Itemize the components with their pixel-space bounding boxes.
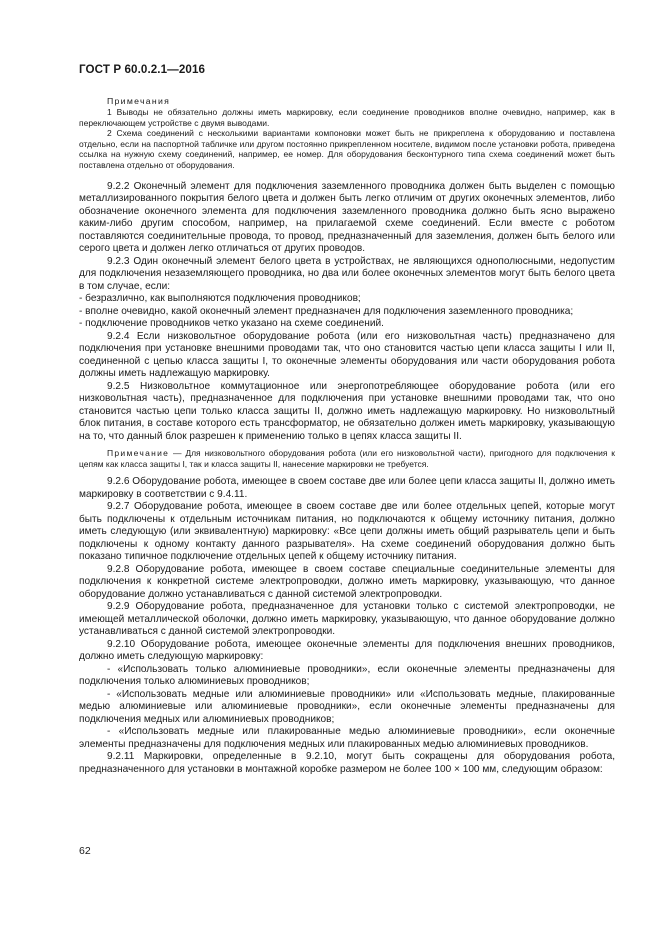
clause-9-2-2: 9.2.2 Оконечный элемент для подключения заземленного проводника должен быть выделен с помощью металлизированного покрытия белого цвета и должен быть легко отличим от других оконечных элементов, либо обозначение оконечного элемента для подключения заземленного проводника должно быть ясно выражено каким-либо другим способом, например, на прилагаемой схеме соединений. Если вместе с роботом поставляются соединительные провода, то провод, предназначенный для заземления, должен быть белого или серого цвета и должен легко отличаться от других проводов. [79, 180, 615, 255]
clause-9-2-3: 9.2.3 Один оконечный элемент белого цвета в устройствах, не являющихся однополюсными, недопустим для подключения незаземляющего проводника, но два или более оконечных элементов могут быть белого цвета в том случае, если: [79, 255, 615, 292]
clause-9-2-10-item-2: - «Использовать медные или алюминиевые проводники» или «Использовать медные, плакированные медью алюминиевые или алюминиевые проводники», если оконечные элементы предназначены для подключения медных или алюминиевых проводников; [79, 688, 615, 725]
clause-9-2-10-item-1: - «Использовать только алюминиевые проводники», если оконечные элементы предназначены для подключения только алюминиевых проводников; [79, 663, 615, 688]
clause-9-2-3-item-3: - подключение проводников четко указано на схеме соединений. [79, 318, 384, 330]
clause-9-2-4: 9.2.4 Если низковольтное оборудование робота (или его низковольтная часть) предназначено для подключения при установке внешними проводами так, что оно становится частью цепи класса защиты I или II, соединенной с цепью класса защиты I, то оконечные элементы оборудования или части оборудования робота должны иметь надлежащую маркировку. [79, 330, 615, 380]
clause-9-2-5: 9.2.5 Низковольтное коммутационное или энергопотребляющее оборудование робота (или его низковольтная часть), предназначенное для подключения при установке внешними проводами так, что оно становится частью цепи только класса защиты II, должно иметь надлежащую маркировку. Но низковольтный блок питания, в составе которого есть трансформатор, не обязательно должен иметь маркировку, указывающую на то, что данный блок разрешен к применению только в цепях класса защиты II. [79, 380, 615, 442]
clause-9-2-7: 9.2.7 Оборудование робота, имеющее в своем составе две или более отдельных цепей, которые могут быть подключены к отдельным источникам питания, но подключаются к общему источнику питания, должно иметь следующую (или эквивалентную) маркировку: «Все цепи должны иметь общий разрыватель цепи и быть подключены к одному контакту данного разрывателя». На схеме соединений оборудования должно быть показано типичное подключение отдельных цепей к общему источнику питания. [79, 501, 615, 563]
note-item-2: 2 Схема соединений с несколькими вариантами компоновки может быть не прикреплена к оборудованию и поставлена отдельно, если на паспортной табличке или другом постоянно прикрепленном носителе, видимом после установки робота, приведена ссылка на нужную схему соединений, например, ее номер. Для оборудования бесконтурного типа схема соединений может быть поставлена отдельно от оборудования. [79, 128, 615, 170]
page-number: 62 [79, 845, 91, 857]
document-header: ГОСТ Р 60.0.2.1—2016 [79, 63, 206, 76]
clause-9-2-9: 9.2.9 Оборудование робота, предназначенное для установки только с системой электропроводки, не имеющей металлической оболочки, должно иметь маркировку, указывающую, что данное оборудование должно устанавливаться с данной системой электропроводки. [79, 601, 615, 638]
page-content [79, 96, 615, 776]
clause-9-2-3-item-1: - безразлично, как выполняются подключения проводников; [79, 293, 361, 305]
clause-9-2-11: 9.2.11 Маркировки, определенные в 9.2.10, могут быть сокращены для оборудования робота, предназначенного для установки в монтажной коробке размером не более 100 × 100 мм, следующим образом: [79, 751, 615, 775]
clause-9-2-3-item-2: - вполне очевидно, какой оконечный элемент предназначен для подключения заземленного проводника; [79, 305, 574, 317]
notes-label: Примечания [107, 96, 171, 106]
clause-9-2-10-item-3: - «Использовать медные или плакированные медью алюминиевые проводники», если оконечные элементы предназначены для подключения медных или плакированных медью алюминиевых проводников. [79, 726, 615, 750]
clause-9-2-6: 9.2.6 Оборудование робота, имеющее в своем составе две или более цепи класса защиты II, должно иметь маркировку в соответствии с 9.4.11. [79, 476, 615, 500]
note-label: Примечание [107, 448, 170, 459]
clause-9-2-8: 9.2.8 Оборудование робота, имеющее в своем составе специальные соединительные элементы для подключения к конкретной системе электропроводки, должно иметь маркировку, указывающую, что данное оборудование должно устанавливаться с данной системой электропроводки. [79, 563, 615, 600]
clause-9-2-10: 9.2.10 Оборудование робота, имеющее оконечные элементы для подключения внешних проводников, должно иметь следующую маркировку: [79, 638, 615, 663]
note-9-2-5 [79, 448, 615, 469]
note-text: — Для низковольтного оборудования робота (или его низковольтной части), пригодного для подключения к цепям как класса защиты I, так и класса защиты II, нанесение маркировки не требуется. [79, 448, 615, 469]
note-item-1: 1 Выводы не обязательно должны иметь маркировку, если соединение проводников вполне очевидно, например, как в переключающем устройстве с двумя выводами. [79, 107, 615, 128]
